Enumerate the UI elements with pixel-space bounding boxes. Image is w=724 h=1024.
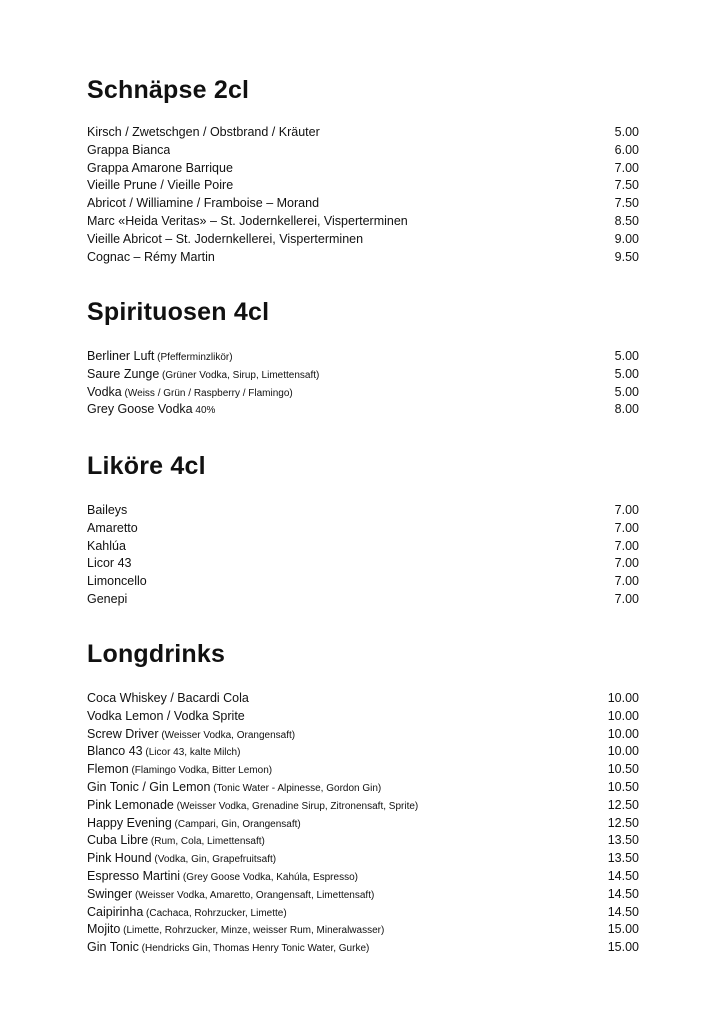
item-name: Vodka Lemon / Vodka Sprite: [87, 708, 245, 723]
item-name: Kahlúa: [87, 538, 126, 553]
menu-item: [87, 726, 639, 744]
menu-item: [87, 708, 639, 726]
item-name-wrap: [87, 832, 265, 851]
item-name: Grappa Bianca: [87, 142, 171, 157]
item-name-wrap: [87, 538, 126, 557]
menu-item: [87, 520, 639, 538]
item-name: Gin Tonic: [87, 940, 139, 955]
item-name-wrap: [87, 868, 358, 887]
item-description: (Weisser Vodka, Amaretto, Orangensaft, Limettensaft): [132, 889, 375, 901]
menu-item: [87, 868, 639, 886]
item-name: Marc «Heida Veritas» – St. Jodernkellerei, Visperterminen: [87, 213, 408, 228]
item-name-wrap: [87, 160, 233, 179]
menu-item: [87, 779, 639, 797]
item-name-wrap: [87, 939, 369, 958]
item-name-wrap: [87, 690, 249, 709]
item-name-wrap: [87, 886, 374, 905]
item-price: 7.00: [614, 556, 639, 571]
item-price: 10.00: [607, 691, 639, 705]
menu-item: [87, 401, 639, 419]
item-price: 15.00: [607, 940, 639, 955]
item-description: (Hendricks Gin, Thomas Henry Tonic Water, Gurke): [138, 943, 370, 955]
item-list: [87, 690, 639, 957]
menu-item: [87, 832, 639, 850]
item-price: 7.50: [614, 178, 639, 193]
item-price: 14.50: [607, 886, 639, 901]
item-name: Screw Driver: [87, 726, 159, 741]
item-name-wrap: [87, 213, 408, 232]
item-name: Vieille Prune / Vieille Poire: [87, 178, 234, 193]
item-name-wrap: [87, 708, 245, 727]
item-name-wrap: [87, 850, 276, 869]
item-name: Swinger: [87, 886, 133, 901]
item-name: Happy Evening: [87, 815, 172, 830]
item-description: (Flamingo Vodka, Bitter Lemon): [128, 765, 273, 777]
menu-item: [87, 797, 639, 815]
item-price: 5.00: [614, 366, 639, 381]
item-description: (Cachaca, Rohrzucker, Limette): [143, 907, 287, 919]
item-name-wrap: [87, 401, 215, 420]
item-price: 10.00: [607, 744, 639, 759]
menu-item: [87, 573, 639, 591]
item-name: Mojito: [87, 922, 121, 937]
item-name: Pink Lemonade: [87, 797, 174, 812]
item-name: Vieille Abricot – St. Jodernkellerei, Visperterminen: [87, 231, 364, 246]
menu-item: [87, 249, 639, 267]
item-name-wrap: [87, 249, 215, 268]
menu-item: [87, 502, 639, 520]
section-spirituosen: [87, 298, 639, 419]
item-price: 10.00: [607, 708, 639, 723]
item-price: 10.50: [607, 779, 639, 794]
item-description: (Weisser Vodka, Grenadine Sirup, Zitronensaft, Sprite): [173, 800, 419, 812]
section-title: Spirituosen 4cl: [87, 298, 270, 326]
item-name-wrap: [87, 520, 138, 539]
item-name: Flemon: [87, 762, 129, 777]
item-name-wrap: [87, 761, 272, 780]
item-price: 14.50: [607, 868, 639, 883]
item-price: 10.50: [607, 762, 639, 777]
menu-item: [87, 939, 639, 957]
menu-item: [87, 124, 639, 142]
menu-item: [87, 195, 639, 213]
item-name-wrap: [87, 142, 170, 161]
item-price: 9.50: [614, 249, 639, 264]
menu-item: [87, 761, 639, 779]
section-likoere: [87, 452, 639, 609]
menu-item: [87, 815, 639, 833]
item-name: Gin Tonic / Gin Lemon: [87, 779, 211, 794]
item-name: Abricot / Williamine / Framboise – Morand: [87, 196, 320, 211]
item-price: 12.50: [607, 815, 639, 830]
item-name: Coca Whiskey / Bacardi Cola: [87, 691, 249, 705]
item-description: 40%: [192, 405, 216, 417]
item-name-wrap: [87, 726, 295, 745]
item-description: (Campari, Gin, Orangensaft): [171, 818, 301, 830]
item-name-wrap: [87, 815, 301, 834]
menu-item: [87, 384, 639, 402]
item-name-wrap: [87, 366, 319, 385]
item-description: (Vodka, Gin, Grapefruitsaft): [151, 854, 277, 866]
section-longdrinks: [87, 640, 639, 957]
item-name-wrap: [87, 348, 233, 367]
item-description: (Weisser Vodka, Orangensaft): [158, 729, 296, 741]
item-name-wrap: [87, 231, 363, 250]
item-price: 5.00: [614, 384, 639, 399]
menu-item: [87, 177, 639, 195]
item-description: (Grüner Vodka, Sirup, Limettensaft): [159, 369, 320, 381]
item-name-wrap: [87, 177, 233, 196]
item-name: Cuba Libre: [87, 833, 149, 848]
item-price: 7.00: [614, 520, 639, 535]
item-name: Limoncello: [87, 574, 147, 589]
item-name: Grey Goose Vodka: [87, 402, 193, 417]
item-name-wrap: [87, 502, 127, 521]
item-price: 14.50: [607, 904, 639, 919]
item-name: Grappa Amarone Barrique: [87, 160, 233, 175]
item-name-wrap: [87, 124, 320, 143]
item-description: (Tonic Water - Alpinesse, Gordon Gin): [210, 782, 382, 794]
item-name: Saure Zunge: [87, 366, 160, 381]
item-name: Kirsch / Zwetschgen / Obstbrand / Kräuter: [87, 125, 320, 139]
item-name-wrap: [87, 573, 147, 592]
item-list: [87, 124, 639, 266]
item-name-wrap: [87, 195, 319, 214]
menu-item: [87, 142, 639, 160]
item-name: Baileys: [87, 503, 128, 517]
menu-item: [87, 886, 639, 904]
item-description: (Grey Goose Vodka, Kahúla, Espresso): [180, 871, 358, 883]
item-price: 5.00: [614, 125, 639, 139]
item-description: (Rum, Cola, Limettensaft): [148, 836, 265, 848]
item-price: 8.00: [614, 402, 639, 417]
menu-item: [87, 591, 639, 609]
item-price: 12.50: [607, 797, 639, 812]
item-description: (Weiss / Grün / Raspberry / Flamingo): [121, 387, 293, 399]
section-schnaepse: [87, 76, 639, 266]
menu-item: [87, 538, 639, 556]
item-price: 7.00: [614, 574, 639, 589]
menu-item: [87, 366, 639, 384]
item-description: (Limette, Rohrzucker, Minze, weisser Rum, Mineralwasser): [120, 925, 385, 937]
item-name: Berliner Luft: [87, 349, 155, 363]
item-name: Vodka: [87, 384, 122, 399]
item-list: [87, 502, 639, 609]
menu-item: [87, 904, 639, 922]
menu-item: [87, 850, 639, 868]
item-name: Licor 43: [87, 556, 132, 571]
item-list: [87, 348, 639, 419]
item-name: Espresso Martini: [87, 868, 181, 883]
menu-item: [87, 160, 639, 178]
item-name: Pink Hound: [87, 851, 152, 866]
item-name-wrap: [87, 904, 287, 923]
item-name-wrap: [87, 384, 293, 403]
item-price: 7.50: [614, 196, 639, 211]
menu-item: [87, 743, 639, 761]
item-description: (Pfefferminzlikör): [154, 352, 233, 363]
item-name: Cognac – Rémy Martin: [87, 249, 215, 264]
item-price: 7.00: [614, 538, 639, 553]
item-price: 13.50: [607, 851, 639, 866]
item-price: 6.00: [614, 142, 639, 157]
item-name: Genepi: [87, 591, 128, 606]
item-price: 9.00: [614, 231, 639, 246]
item-price: 13.50: [607, 833, 639, 848]
item-name-wrap: [87, 555, 131, 574]
item-name-wrap: [87, 779, 381, 798]
item-name-wrap: [87, 743, 240, 762]
item-name-wrap: [87, 921, 384, 940]
section-title: Longdrinks: [87, 640, 226, 668]
item-price: 5.00: [614, 349, 639, 363]
item-price: 7.00: [614, 591, 639, 606]
item-price: 7.00: [614, 503, 639, 517]
item-name: Amaretto: [87, 520, 138, 535]
item-price: 10.00: [607, 726, 639, 741]
section-title: Liköre 4cl: [87, 452, 206, 480]
menu-item: [87, 231, 639, 249]
menu-item: [87, 213, 639, 231]
section-title: Schnäpse 2cl: [87, 76, 250, 104]
item-description: (Licor 43, kalte Milch): [142, 747, 241, 759]
item-name: Caipirinha: [87, 904, 144, 919]
item-name: Blanco 43: [87, 744, 143, 759]
menu-item: [87, 348, 639, 366]
menu-item: [87, 690, 639, 708]
item-price: 8.50: [614, 213, 639, 228]
item-price: 7.00: [614, 160, 639, 175]
item-name-wrap: [87, 797, 418, 816]
menu-item: [87, 555, 639, 573]
menu-item: [87, 921, 639, 939]
item-price: 15.00: [607, 922, 639, 937]
item-name-wrap: [87, 591, 127, 610]
